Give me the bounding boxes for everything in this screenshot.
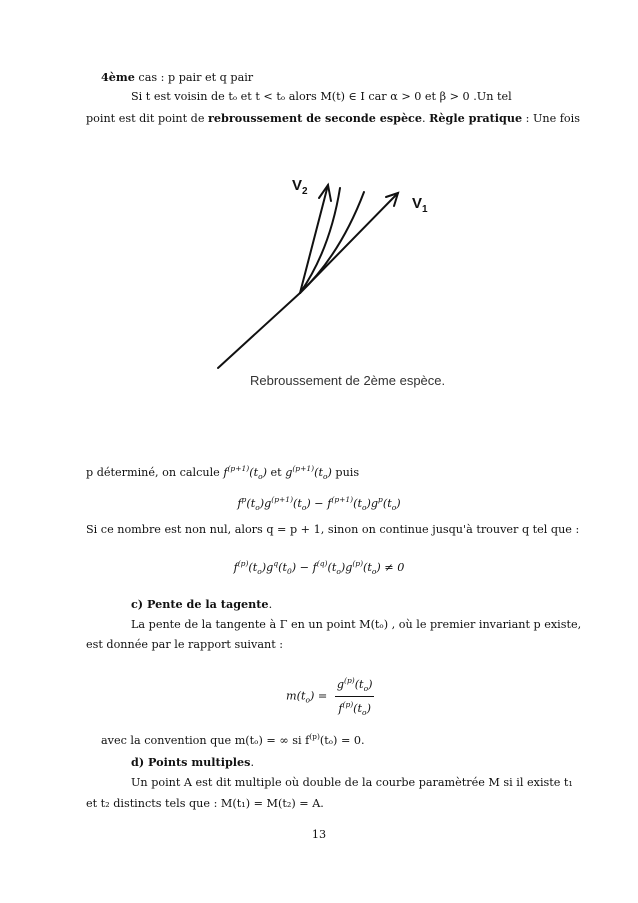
text-run: point est dit point de (86, 112, 209, 125)
paragraph-line: Un point A est dit multiple où double de la courbe paramètrée M si il existe t₁ (131, 776, 573, 789)
paragraph-line (86, 111, 580, 126)
slope-fraction: $\frac{g^{(p)}(t_o)}{f^{(p)}(t_o)}$ (335, 673, 375, 720)
figure-caption: Rebroussement de 2ème espèce. (250, 373, 446, 388)
page-number: 13 (311, 828, 327, 841)
section-title: c) Pente de la tagente (131, 597, 269, 611)
text-run: . (422, 112, 430, 125)
paragraph-line: Si ce nombre est non nul, alors q = p + 1, sinon on continue jusqu'à trouver q tel que : (86, 523, 580, 536)
branch-curve (300, 188, 340, 293)
section-title: d) Points multiples (131, 755, 251, 769)
label-v2: $V_2$ (292, 177, 308, 197)
bold-term: Règle pratique (429, 111, 523, 125)
equation-1: $f^p(t_o)g^{(p+1)}(t_o) - f^{(p+1)}(t_o)g^p(t_o)$ (237, 495, 401, 512)
cusp-figure (200, 160, 460, 405)
text-run: : Une fois (522, 112, 580, 125)
tangent-line (218, 293, 300, 368)
text-run: (tₒ) = 0. (319, 734, 365, 747)
equation-slope: $m(t_o)$ = $\frac{g^{(p)}(t_o)}{f^{(p)}(t_o)}$ (286, 673, 374, 720)
text-run: et (266, 466, 286, 479)
text-run: avec la convention que m(tₒ) = ∞ si f (101, 734, 310, 747)
case-number: 4ème (101, 70, 135, 84)
text-run: . (250, 756, 255, 769)
paragraph-line (86, 462, 359, 484)
paragraph-line: La pente de la tangente à Γ en un point M(tₒ) , où le premier invariant p existe, (131, 618, 582, 631)
paragraph-line: est donnée par le rapport suivant : (86, 638, 284, 651)
math-f: $f^{(p+1)}(t_o)$ (223, 464, 267, 481)
paragraph-line: Si t est voisin de tₒ et t < tₒ alors M(t) ∈ I car α > 0 et β > 0 .Un tel (131, 90, 512, 103)
math-g: $g^{(p+1)}(t_o)$ (285, 464, 332, 481)
text-run: . (268, 598, 273, 611)
label-v1: $V_1$ (412, 195, 428, 215)
vector-v2 (300, 185, 328, 293)
case-heading (101, 70, 253, 85)
text-run: p déterminé, on calcule (86, 466, 224, 479)
case-text: cas : p pair et q pair (138, 71, 254, 84)
section-c-title (131, 597, 272, 612)
paragraph-line: avec la convention que m(tₒ) = ∞ si $f^{(p)}(t_o) = 0$. (101, 732, 365, 747)
section-d-title (131, 755, 254, 770)
bold-term: rebroussement de seconde espèce (208, 111, 422, 125)
paragraph-line: et t₂ distincts tels que : M(t₁) = M(t₂) = A. (86, 797, 324, 810)
text-run: puis (331, 466, 360, 479)
equation-2: $f^{(p)}(t_o)g^q(t_0) - f^{(q)}(t_o)g^{(p)}(t_o) \ne 0$ (233, 559, 405, 576)
